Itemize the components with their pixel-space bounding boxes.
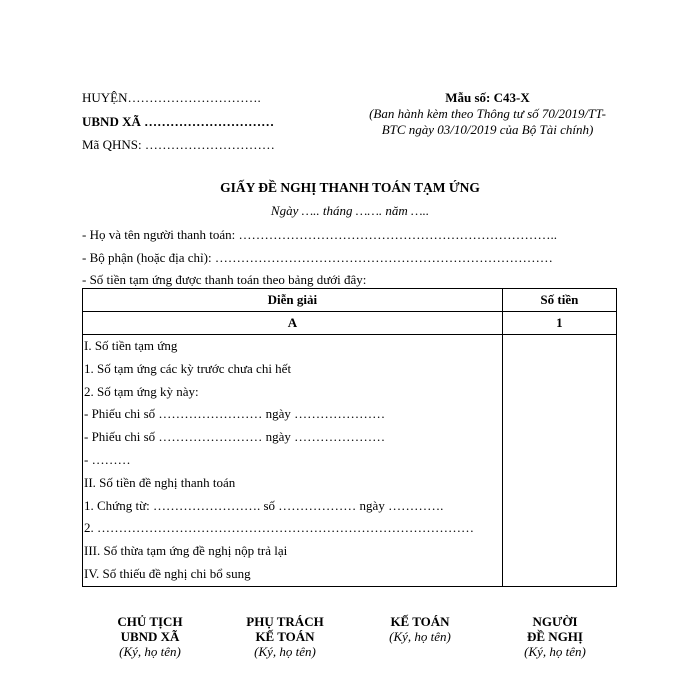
district-line: HUYỆN………………………….: [82, 90, 261, 105]
signature-title: KẾ TOÁN: [255, 629, 315, 644]
date-line: Ngày ….. tháng ……. năm …..: [270, 203, 430, 218]
signature-title: UBND XÃ: [120, 629, 180, 644]
signature-title: ĐỀ NGHỊ: [527, 629, 583, 644]
table-row: 1. Chứng từ: ……………………. số ……………… ngày ………….: [84, 497, 444, 513]
table-row: III. Số thừa tạm ứng đề nghị nộp trả lại: [84, 543, 288, 559]
header-description: Diễn giải: [83, 289, 503, 312]
amount-column: [502, 335, 616, 587]
description-column: [83, 335, 503, 587]
table-row: 1. Số tạm ứng các kỳ trước chưa chi hết: [84, 360, 292, 376]
signature-note: (Ký, họ tên): [119, 644, 181, 659]
table-row: 2. ……………………………………………………………………………: [84, 520, 474, 536]
table-row: IV. Số thiếu đề nghị chi bổ sung: [84, 565, 251, 581]
code-a: A: [83, 312, 503, 335]
document-title: GIẤY ĐỀ NGHỊ THANH TOÁN TẠM ỨNG: [220, 180, 480, 195]
table-row: - Phiếu chi số …………………… ngày …………………: [84, 429, 386, 445]
signature-note: (Ký, họ tên): [389, 629, 451, 644]
table-row: - ………: [84, 451, 131, 467]
table-row: II. Số tiền đề nghị thanh toán: [84, 474, 236, 490]
table-row: 2. Số tạm ứng kỳ này:: [84, 383, 199, 399]
signature-note: (Ký, họ tên): [524, 644, 586, 659]
issued-note-line2: BTC ngày 03/10/2019 của Bộ Tài chính): [381, 122, 594, 137]
commune-line: UBND XÃ …………………………: [82, 114, 275, 129]
signature-accountant: [365, 614, 475, 644]
advance-table: [82, 288, 617, 587]
payer-name-field: - Họ và tên người thanh toán: ………………………………………………………………..: [82, 227, 558, 242]
issued-note-line1: (Ban hành kèm theo Thông tư số 70/2019/TT-: [369, 106, 606, 121]
amount-intro: - Số tiền tạm ứng được thanh toán theo bảng dưới đây:: [82, 272, 367, 287]
signature-note: (Ký, họ tên): [254, 644, 316, 659]
signature-title: KẾ TOÁN: [390, 614, 450, 629]
code-1: 1: [502, 312, 616, 335]
header-amount: Số tiền: [502, 289, 616, 312]
signature-requester: [505, 614, 605, 659]
table-row: I. Số tiền tạm ứng: [84, 338, 178, 353]
form-number: Mẫu số: C43-X: [445, 90, 530, 105]
signature-chief-accountant: [230, 614, 340, 659]
signature-title: NGƯỜI: [532, 614, 578, 629]
qhns-line: Mã QHNS: …………………………: [82, 137, 275, 152]
signature-title: CHỦ TỊCH: [117, 614, 183, 629]
signature-chairman: [100, 614, 200, 659]
department-field: - Bộ phận (hoặc địa chỉ): ……………………………………………………………………: [82, 250, 553, 265]
signature-title: PHỤ TRÁCH: [246, 614, 324, 629]
table-row: - Phiếu chi số …………………… ngày …………………: [84, 406, 386, 422]
